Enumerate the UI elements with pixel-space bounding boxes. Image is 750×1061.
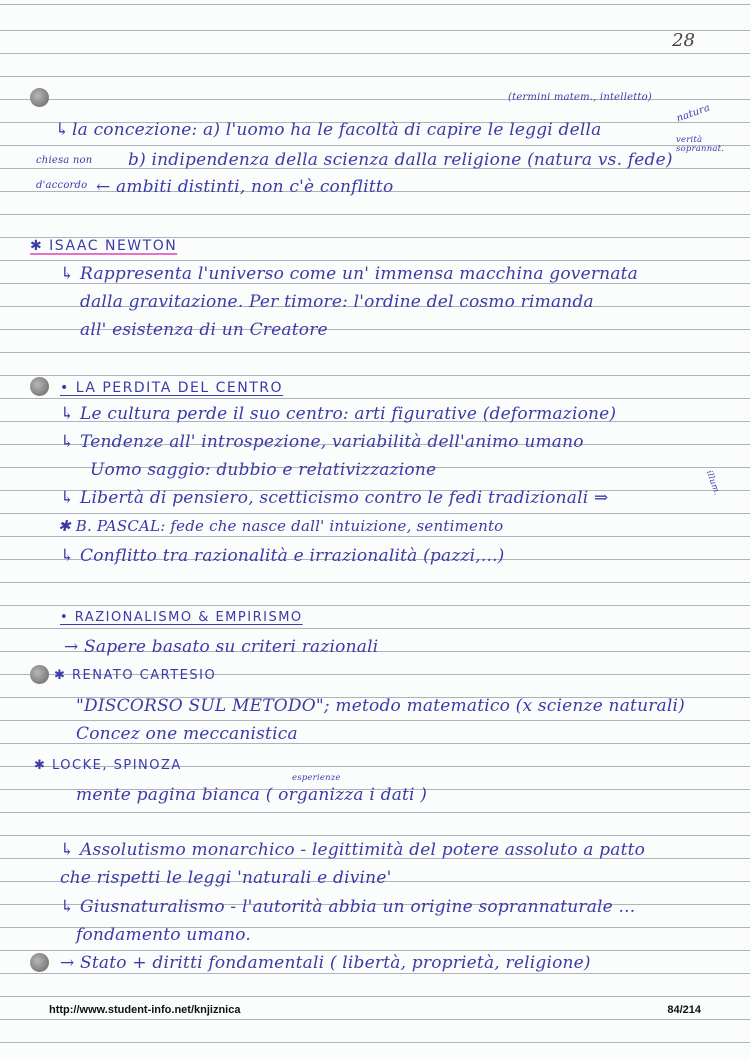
- text-line: dalla gravitazione. Per timore: l'ordine del cosmo rimanda: [80, 292, 594, 312]
- margin-note: illum.: [703, 469, 722, 497]
- text-line: Uomo saggio: dubbio e relativizzazione: [90, 460, 437, 480]
- section-heading: ✱ LOCKE, SPINOZA: [34, 758, 182, 773]
- text-line: all' esistenza di un Creatore: [80, 320, 328, 340]
- page-number: 28: [672, 30, 695, 51]
- text-line: → Stato + diritti fondamentali ( libertà, proprietà, religione): [60, 953, 591, 973]
- text-line: ← ambiti distinti, non c'è conflitto: [96, 177, 394, 197]
- binder-hole: [30, 88, 49, 107]
- text-line: ↳ Libertà di pensiero, scetticismo contro le fedi tradizionali ⇒: [60, 488, 609, 508]
- margin-note: verità soprannat.: [676, 135, 725, 154]
- text-line: la concezione: a) l'uomo ha le facoltà di capire le leggi della: [72, 120, 602, 140]
- text-line: "DISCORSO SUL METODO"; metodo matematico (x scienze naturali): [76, 696, 685, 716]
- text-line: ↳ Le cultura perde il suo centro: arti figurative (deformazione): [60, 404, 617, 424]
- section-heading: ✱ ISAAC NEWTON: [30, 238, 178, 254]
- text-line: b) indipendenza della scienza dalla religione (natura vs. fede): [128, 150, 673, 170]
- text-line: → Sapere basato su criteri razionali: [64, 637, 379, 657]
- text-line: ↳ Tendenze all' introspezione, variabilità dell'animo umano: [60, 432, 584, 452]
- section-heading: • LA PERDITA DEL CENTRO: [60, 380, 284, 396]
- text-line: mente pagina bianca ( organizza i dati ): [76, 785, 428, 805]
- section-heading: ✱ RENATO CARTESIO: [54, 668, 217, 683]
- text-line: ↳ Conflitto tra razionalità e irrazionalità (pazzi,...): [60, 546, 505, 566]
- margin-note: natura: [675, 102, 712, 125]
- text-line: Concez one meccanistica: [76, 724, 298, 744]
- text-line: ↳ Assolutismo monarchico - legittimità del potere assoluto a patto: [60, 840, 646, 860]
- footer-page-count: 84/214: [667, 1004, 701, 1016]
- bullet-arrow: ↳: [55, 120, 70, 140]
- binder-hole: [30, 377, 49, 396]
- text-line: ↳ Giusnaturalismo - l'autorità abbia un origine soprannaturale ...: [60, 897, 636, 917]
- text-line: fondamento umano.: [76, 925, 251, 945]
- text-line: ↳ Rappresenta l'universo come un' immensa macchina governata: [60, 264, 639, 284]
- section-heading: • RAZIONALISMO & EMPIRISMO: [60, 610, 303, 625]
- margin-note: (termini matem., intelletto): [508, 92, 652, 103]
- footer-url: http://www.student-info.net/knjiznica: [49, 1004, 241, 1016]
- text-line: ✱ B. PASCAL: fede che nasce dall' intuizione, sentimento: [58, 517, 504, 535]
- margin-note: esperienze: [292, 773, 341, 783]
- binder-hole: [30, 953, 49, 972]
- binder-hole: [30, 665, 49, 684]
- margin-note: d'accordo: [36, 180, 88, 191]
- text-line: che rispetti le leggi 'naturali e divine': [60, 868, 392, 888]
- margin-note: chiesa non: [36, 155, 93, 166]
